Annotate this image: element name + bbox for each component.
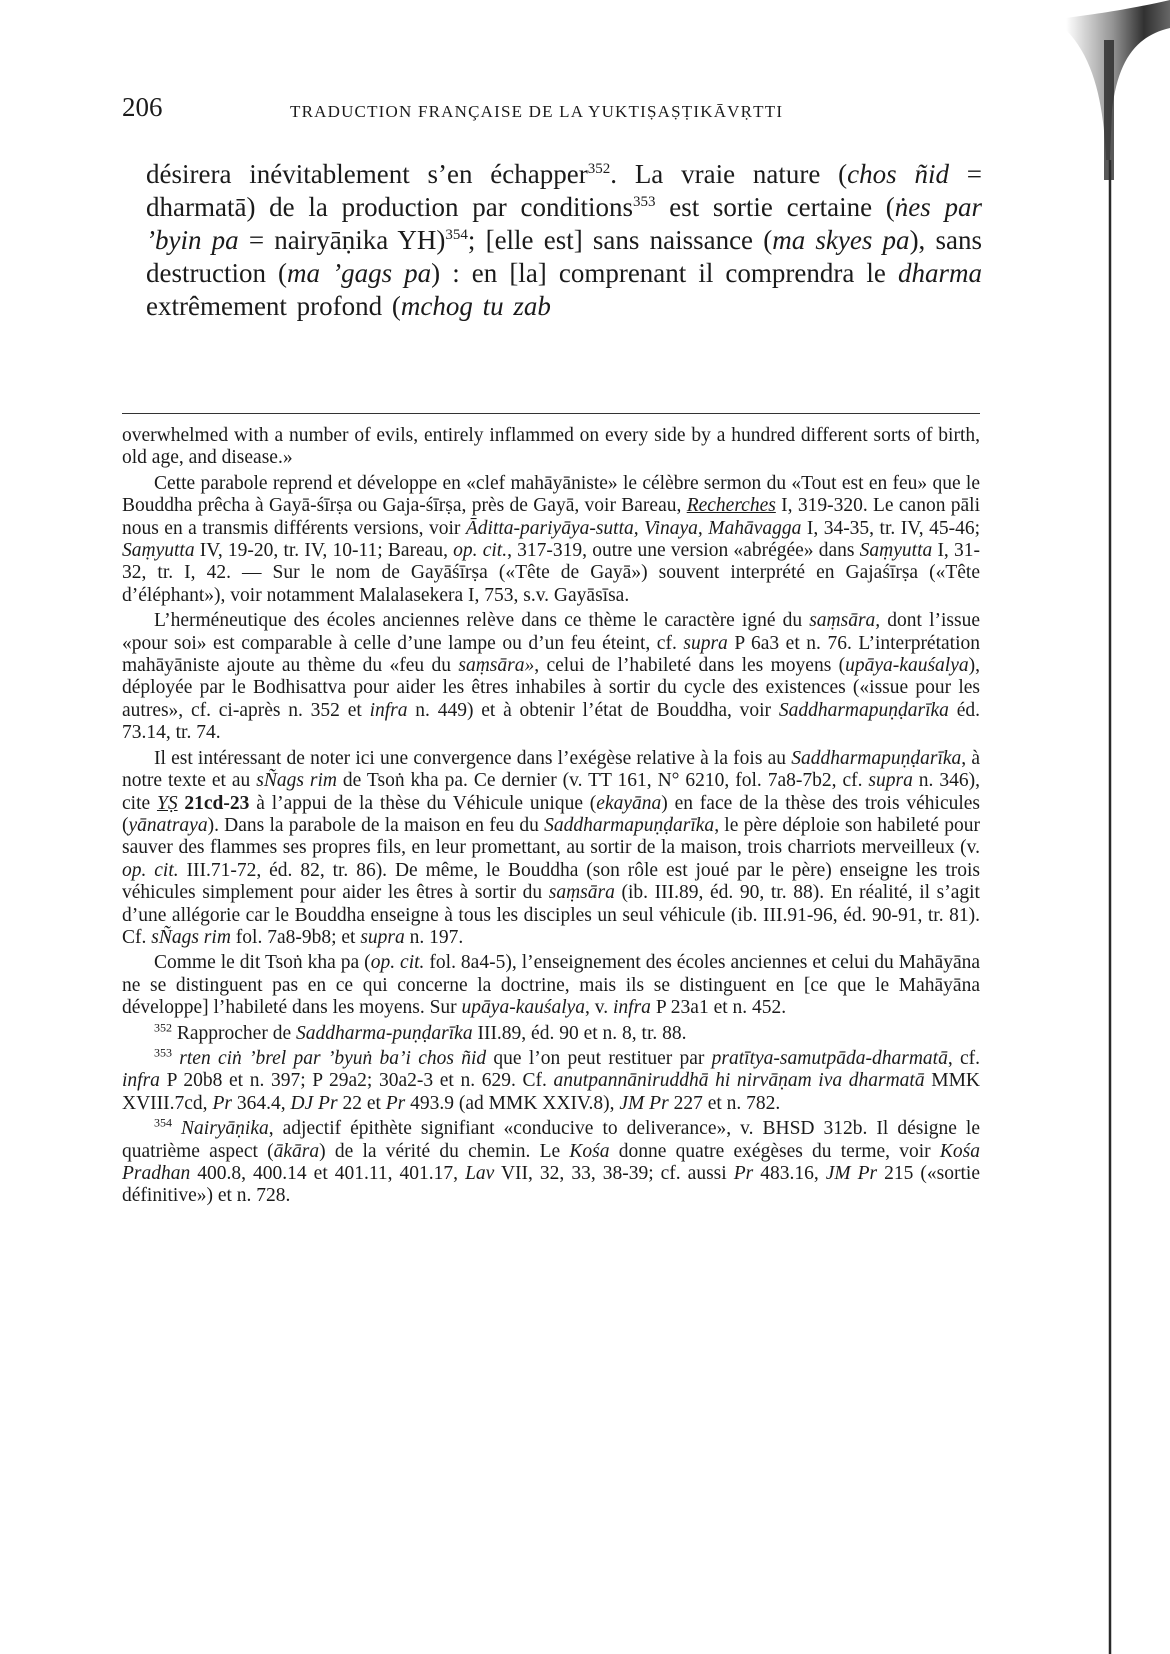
text: donne quatre exégèses du terme, voir (609, 1140, 940, 1162)
sanskrit-term: dharma (897, 258, 982, 288)
term: infra (613, 997, 651, 1019)
tibetan-term: ṅes par ’byin pa (146, 192, 983, 255)
text: que l’on peut restituer par (486, 1047, 712, 1069)
footnote-352 (122, 1020, 980, 1045)
title: Saddharmapuṇḍarīka (778, 699, 949, 721)
text: ), déployée par le Bodhisattva pour aider les êtres inhabiles à sortir du cycle des existences («issue pour les autres», cf. ci-après n. 352 et (122, 655, 980, 721)
term: infra (122, 1070, 160, 1092)
text: Cette parabole reprend et développe en «clef mahāyāniste» le célèbre sermon du «Tout est en feu» que le Bouddha prêcha à Gayā-śīrṣa ou Gaja-śīrṣa, près de Gayā, voir Bareau, (122, 472, 980, 517)
footnote-number: 354 (154, 1115, 172, 1130)
term: ākāra (273, 1140, 320, 1162)
text: ; [elle est] sans naissance ( (467, 225, 773, 255)
running-title: TRADUCTION FRANÇAISE DE LA YUKTIṢAṢṬIKĀVṚTTI (290, 102, 784, 121)
text: n. 346), cite (122, 770, 981, 814)
page-number: 206 (122, 92, 163, 122)
footnote-ref-352: 352 (587, 161, 611, 177)
footnote-354 (122, 1115, 980, 1208)
text: = nairyāṇika YH) (238, 225, 446, 255)
term: supra (868, 770, 913, 792)
text: , à notre texte et au (122, 747, 980, 792)
text: , v. (585, 997, 613, 1019)
term: op. cit. (453, 540, 508, 562)
title: sÑags rim (256, 770, 337, 792)
text: Rapprocher de (172, 1022, 296, 1044)
text: de Tsoṅ kha pa. Ce dernier (v. TT 161, N° 6210, fol. 7a8-7b2, cf. (336, 770, 869, 792)
verse-ref: 21cd-23 (184, 792, 250, 814)
text: 493.9 (ad MMK XXIV.8), (405, 1092, 620, 1114)
text: à l’appui de la thèse du Véhicule unique ( (249, 792, 597, 814)
term: anutpannāniruddhā hi nirvāṇam iva dharmatā (553, 1070, 925, 1092)
text: , adjectif épithète signifiant «conducive to deliverance», v. BHSD 312b. Il désigne le quatrième aspect ( (122, 1118, 980, 1162)
text: = dharmatā) de la production par conditions (146, 159, 983, 222)
abbreviation: JM Pr (619, 1092, 669, 1114)
text: 227 et n. 782. (668, 1092, 781, 1114)
text: 364.4, (231, 1092, 291, 1114)
footnote-ref-354: 354 (445, 227, 468, 243)
term: upāya-kauśalya (461, 997, 586, 1019)
text: ) : en [la] comprenant il comprendra le (431, 258, 898, 288)
term: supra (683, 632, 728, 654)
text: Comme le dit Tsoṅ kha pa ( (154, 952, 371, 974)
abbreviation: JM Pr (825, 1163, 878, 1184)
text: I, 319-320. Le canon pāli nous en a transmis différents versions, voir (122, 495, 980, 539)
tibetan-term: mchog tu zab (400, 291, 551, 321)
tibetan-term: ma skyes pa (772, 225, 910, 255)
footnote-separator (122, 413, 980, 414)
term: saṃsāra (548, 882, 615, 904)
text: , cf. (947, 1047, 980, 1069)
text: I, 31-32, tr. I, 42. — Sur le nom de Gayāśīrṣa («Tête de Gayā») souvent interprété en Gajaśīrṣa («Tête d’éléphant»), voir notamment Malalasekera I, 753, s.v. Gayāsīsa. (122, 540, 980, 606)
text: fol. 7a8-9b8; et (230, 926, 361, 948)
text: P 20b8 et n. 397; P 29a2; 30a2-3 et n. 629. Cf. (159, 1070, 554, 1092)
text: , celui de l’habileté dans les moyens ( (534, 655, 846, 677)
term: saṃsāra» (458, 655, 535, 677)
text: ) de la vérité du chemin. Le (319, 1140, 570, 1162)
text: MMK XVIII.7cd, (122, 1070, 981, 1114)
abbreviation: Pr (212, 1092, 232, 1114)
term: op. cit. (122, 859, 179, 881)
title: Saddharmapuṇḍarīka (544, 814, 715, 836)
term: op. cit. (370, 952, 425, 974)
footnotes (122, 425, 980, 1211)
main-paragraph (146, 158, 982, 323)
abbreviation: Pr (385, 1092, 406, 1114)
text: VII, 32, 33, 38-39; cf. aussi (494, 1163, 734, 1184)
text: dont l’issue «pour soi» est comparable à celle d’une lampe ou d’un feu éteint, cf. (122, 610, 980, 654)
abbreviation: Lav (465, 1163, 495, 1184)
note-paragraph (122, 748, 980, 950)
title: Saddharma-puṇḍarīka (296, 1022, 473, 1044)
abbreviation: DJ Pr (290, 1092, 338, 1114)
text: P 6a3 et n. 76. L’interprétation mahāyāniste ajoute au thème du «feu du (122, 632, 981, 677)
text: L’herméneutique des écoles anciennes relève dans ce thème le caractère igné du (154, 610, 810, 632)
abbreviation: YṢ (156, 792, 178, 814)
term: pratītya-samutpāda-dharmatā (711, 1047, 948, 1069)
text: Il est intéressant de noter ici une convergence dans l’exégèse relative à la fois au (154, 747, 792, 769)
text: overwhelmed with a number of evils, entirely inflammed on every side by a hundred different sorts of birth, old age, and disease.» (122, 425, 980, 469)
term: supra (360, 926, 405, 948)
text: . La vraie nature ( (610, 159, 848, 189)
text: ), sans destruction ( (146, 225, 982, 288)
title: Recherches (686, 495, 776, 517)
text: P 23a1 et n. 452. (650, 997, 787, 1019)
text: n. 197. (404, 926, 464, 948)
title: Āditta-pariyāya-sutta, Vinaya, Mahāvagga (465, 517, 802, 539)
title: sÑags rim (151, 926, 231, 948)
text: , 317-319, outre une version «abrégée» dans (507, 540, 860, 562)
book-binding-shadow (1066, 0, 1170, 1654)
text: fol. 8a4-5), l’enseignement des écoles anciennes et celui du Mahāyāna ne se distinguent pas en ce qui concerne la doctrine, mais ils se distinguent en [ce que le Mahāyāna développe] l’habileté dans les moyens. Sur (122, 952, 980, 1019)
footnote-number: 353 (154, 1045, 172, 1060)
text: 400.8, 400.14 et 401.11, 401.17, (190, 1163, 466, 1184)
tibetan-term: ma ’gags pa (287, 258, 432, 288)
term: upāya-kauśalya (845, 655, 969, 677)
text: I, 34-35, tr. IV, 45-46; (801, 517, 981, 539)
term: rten ciṅ ’brel par ’byuṅ ba’i chos ñid (179, 1047, 487, 1069)
text: ). Dans la parabole de la maison en feu du (207, 814, 545, 836)
title: Saddharmapuṇḍarīka (791, 747, 962, 769)
text: 22 et (337, 1092, 386, 1114)
text: désirera inévitablement s’en échapper (146, 159, 588, 189)
note-paragraph (122, 473, 980, 607)
note-paragraph (122, 610, 980, 744)
text: 215 («sortie définitive») et n. 728. (122, 1163, 980, 1207)
text: , le père déploie son habileté pour sauver des flammes ses propres fils, en leur promettant, au sortir de la maison, trois charriots merveilleux (v. (122, 814, 980, 859)
title: Kośa Pradhan (122, 1140, 980, 1184)
footnote-number: 352 (154, 1020, 172, 1035)
text: (ib. III.89, éd. 90, tr. 88). En réalité, il s’agit d’une allégorie car le Bouddha enseigne à tous les disciples un seul véhicule (ib. III.91-96, éd. 90-91, tr. 81). Cf. (122, 882, 980, 948)
tibetan-term: chos ñid (847, 159, 949, 189)
text: ) en face de la thèse des trois véhicules ( (122, 792, 981, 836)
term: Nairyāṇika (181, 1118, 269, 1140)
term: ekayāna (596, 792, 662, 814)
text: n. 449) et à obtenir l’état de Bouddha, voir (407, 699, 779, 721)
text: 483.16, (753, 1163, 826, 1184)
title: Saṃyutta (122, 540, 195, 562)
term: infra (369, 699, 408, 721)
note-paragraph (122, 952, 980, 1019)
footnote-ref-353: 353 (632, 194, 656, 210)
footnote-353 (122, 1045, 981, 1115)
term: yānatraya (128, 814, 208, 836)
title: Kośa (569, 1140, 610, 1162)
term: saṃsāra, (809, 610, 881, 632)
note-continuation (122, 425, 980, 470)
text: IV, 19-20, tr. IV, 10-11; Bareau, (194, 540, 454, 562)
text: III.71-72, éd. 82, tr. 86). De même, le Bouddha (son rôle est joué par le père) enseigne les trois véhicules simplement pour aider les êtres à sortir du (122, 859, 980, 904)
abbreviation: Pr (733, 1163, 754, 1184)
title: Saṃyutta (859, 540, 933, 562)
text: extrêmement profond ( (146, 291, 401, 321)
text: est sortie certaine ( (655, 192, 895, 222)
text: III.89, éd. 90 et n. 8, tr. 88. (472, 1022, 687, 1044)
text: éd. 73.14, tr. 74. (122, 699, 981, 744)
